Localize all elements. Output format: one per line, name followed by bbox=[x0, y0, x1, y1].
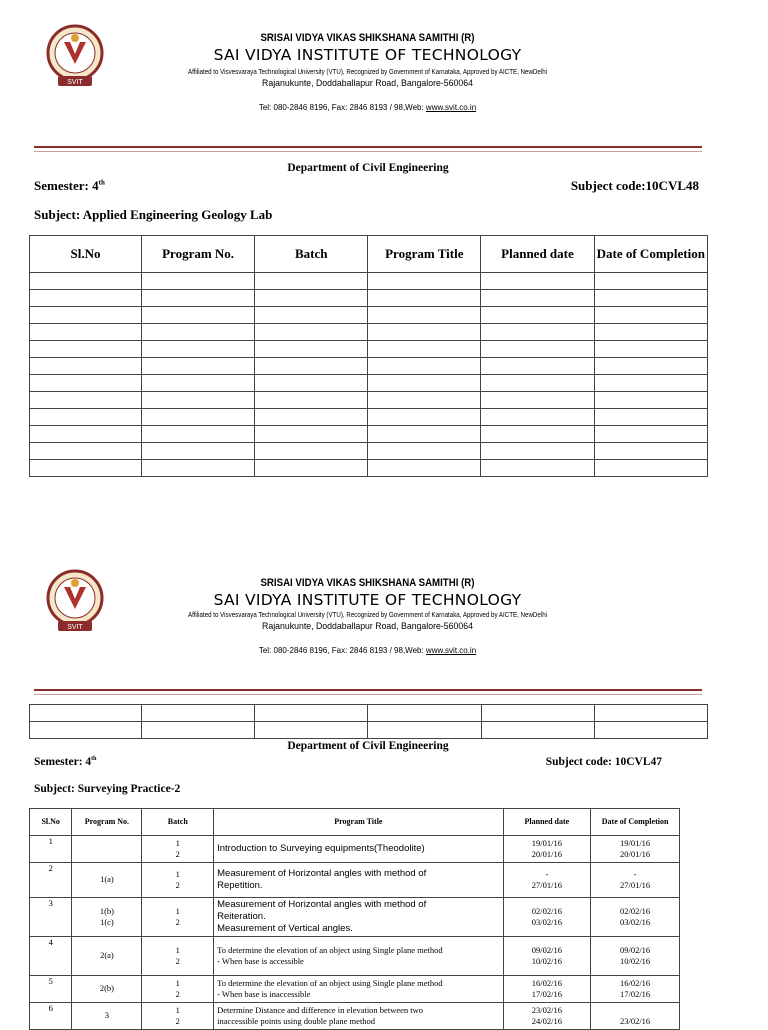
contact-line bbox=[130, 646, 605, 655]
table-row bbox=[30, 392, 708, 409]
cell-date-of-completion: 16/02/16 17/02/16 bbox=[591, 976, 680, 1003]
cell-program-no: 3 bbox=[72, 1003, 142, 1030]
col-batch: Batch bbox=[255, 236, 368, 273]
cell-slno: 1 bbox=[30, 836, 72, 863]
cell-slno: 4 bbox=[30, 937, 72, 976]
table-row bbox=[30, 375, 708, 392]
institute-logo bbox=[46, 569, 104, 635]
cell-program-title: To determine the elevation of an object using Single plane method - When base is accessible bbox=[214, 937, 503, 976]
blank-strip-table bbox=[29, 704, 708, 739]
cell-batch: 1 2 bbox=[142, 836, 214, 863]
cell-batch: 1 2 bbox=[142, 976, 214, 1003]
table-row bbox=[30, 443, 708, 460]
cell-slno: 2 bbox=[30, 863, 72, 898]
table-row bbox=[30, 705, 708, 722]
cell-planned-date: 02/02/16 03/02/16 bbox=[503, 898, 591, 937]
institute-name: SAI VIDYA INSTITUTE OF TECHNOLOGY bbox=[213, 46, 522, 64]
contact-line bbox=[130, 103, 605, 112]
address: Rajanukunte, Doddaballapur Road, Bangalore-560064 bbox=[262, 78, 473, 89]
address: Rajanukunte, Doddaballapur Road, Bangalore-560064 bbox=[262, 621, 473, 632]
cell-planned-date: - 27/01/16 bbox=[503, 863, 591, 898]
cell-slno: 3 bbox=[30, 898, 72, 937]
col-program-no: Program No. bbox=[141, 236, 254, 273]
col-program-no: Program No. bbox=[72, 809, 142, 836]
cell-date-of-completion: - 27/01/16 bbox=[591, 863, 680, 898]
subject-title: Subject: Surveying Practice-2 bbox=[34, 783, 181, 795]
header-rule bbox=[34, 146, 702, 148]
table-body bbox=[30, 836, 680, 1030]
subject-title: Subject: Applied Engineering Geology Lab bbox=[34, 207, 273, 222]
cell-date-of-completion: 19/01/16 20/01/16 bbox=[591, 836, 680, 863]
cell-slno: 6 bbox=[30, 1003, 72, 1030]
table-row bbox=[30, 426, 708, 443]
col-program-title: Program Title bbox=[214, 809, 503, 836]
svg-text:SVIT: SVIT bbox=[67, 79, 83, 86]
cell-program-title: Determine Distance and difference in elevation between two inaccessible points using double plane method bbox=[214, 1003, 503, 1030]
cell-planned-date: 23/02/16 24/02/16 bbox=[503, 1003, 591, 1030]
cell-program-no: 2(a) bbox=[72, 937, 142, 976]
cell-planned-date: 09/02/16 10/02/16 bbox=[503, 937, 591, 976]
col-date-of-completion: Date of Completion bbox=[591, 809, 680, 836]
table-row bbox=[30, 290, 708, 307]
col-slno: Sl.No bbox=[30, 809, 72, 836]
cell-program-no: 1(b) 1(c) bbox=[72, 898, 142, 937]
cell-program-title: Measurement of Horizontal angles with method of Reiteration. Measurement of Vertical angles. bbox=[214, 898, 503, 937]
table-row bbox=[30, 460, 708, 477]
subject-code: Subject code:10CVL48 bbox=[570, 178, 699, 193]
cell-program-title: Introduction to Surveying equipments(Theodolite) bbox=[214, 836, 503, 863]
cell-slno: 5 bbox=[30, 976, 72, 1003]
cell-program-no: 1(a) bbox=[72, 863, 142, 898]
institute-name: SAI VIDYA INSTITUTE OF TECHNOLOGY bbox=[213, 591, 522, 609]
department-title: Department of Civil Engineering bbox=[287, 162, 449, 174]
web-link[interactable]: www.svit.co.in bbox=[425, 646, 477, 655]
cell-planned-date: 19/01/16 20/01/16 bbox=[503, 836, 591, 863]
svg-text:SVIT: SVIT bbox=[67, 624, 83, 631]
cell-planned-date: 16/02/16 17/02/16 bbox=[503, 976, 591, 1003]
cell-program-no: 2(b) bbox=[72, 976, 142, 1003]
cell-batch: 1 2 bbox=[142, 863, 214, 898]
subject-code: Subject code: 10CVL47 bbox=[545, 756, 662, 768]
table-row bbox=[30, 1003, 680, 1030]
table-row bbox=[30, 358, 708, 375]
col-date-of-completion: Date of Completion bbox=[594, 236, 707, 273]
department-title: Department of Civil Engineering bbox=[287, 740, 449, 752]
table-row bbox=[30, 409, 708, 426]
cell-program-title: To determine the elevation of an object using Single plane method - When base is inaccessible bbox=[214, 976, 503, 1003]
table-row bbox=[30, 976, 680, 1003]
col-program-title: Program Title bbox=[368, 236, 481, 273]
col-batch: Batch bbox=[142, 809, 214, 836]
lab-schedule-table-1 bbox=[29, 235, 708, 477]
header-rule-thin bbox=[34, 694, 702, 695]
lab-schedule-table-2 bbox=[29, 808, 680, 1030]
tel-fax: Tel: 080-2846 8196, Fax: 2846 8193 / 98,Web: bbox=[258, 103, 426, 112]
table-row bbox=[30, 307, 708, 324]
table-row bbox=[30, 341, 708, 358]
table-row bbox=[30, 324, 708, 341]
table-row bbox=[30, 863, 680, 898]
col-planned-date: Planned date bbox=[481, 236, 594, 273]
semester: Semester: 4th bbox=[34, 756, 97, 768]
table-body bbox=[30, 273, 708, 477]
header-rule bbox=[34, 689, 702, 691]
cell-date-of-completion: 02/02/16 03/02/16 bbox=[591, 898, 680, 937]
table-row bbox=[30, 836, 680, 863]
affiliation: Affiliated to Visvesvaraya Technological University (VTU), Recognized by Government of Karnataka, Approved by AICTE, NewDelhi bbox=[187, 610, 548, 619]
table-row bbox=[30, 273, 708, 290]
col-slno: Sl.No bbox=[30, 236, 142, 273]
cell-batch: 1 2 bbox=[142, 898, 214, 937]
table-row bbox=[30, 937, 680, 976]
cell-program-title: Measurement of Horizontal angles with method of Repetition. bbox=[214, 863, 503, 898]
header-rule-thin bbox=[34, 151, 702, 152]
cell-batch: 1 2 bbox=[142, 1003, 214, 1030]
cell-date-of-completion: 23/02/16 bbox=[591, 1003, 680, 1030]
institute-logo bbox=[46, 24, 104, 90]
org-name: SRISAI VIDYA VIKAS SHIKSHANA SAMITHI (R) bbox=[260, 32, 475, 44]
web-link[interactable]: www.svit.co.in bbox=[425, 103, 477, 112]
tel-fax: Tel: 080-2846 8196, Fax: 2846 8193 / 98,Web: bbox=[258, 646, 426, 655]
table-header-row bbox=[30, 236, 708, 273]
cell-program-no bbox=[72, 836, 142, 863]
semester: Semester: 4th bbox=[34, 178, 105, 193]
col-planned-date: Planned date bbox=[503, 809, 591, 836]
table-row bbox=[30, 898, 680, 937]
org-name: SRISAI VIDYA VIKAS SHIKSHANA SAMITHI (R) bbox=[260, 577, 475, 589]
affiliation: Affiliated to Visvesvaraya Technological University (VTU), Recognized by Government of Karnataka, Approved by AICTE, NewDelhi bbox=[187, 67, 548, 76]
cell-batch: 1 2 bbox=[142, 937, 214, 976]
table-row bbox=[30, 722, 708, 739]
cell-date-of-completion: 09/02/16 10/02/16 bbox=[591, 937, 680, 976]
table-header-row bbox=[30, 809, 680, 836]
